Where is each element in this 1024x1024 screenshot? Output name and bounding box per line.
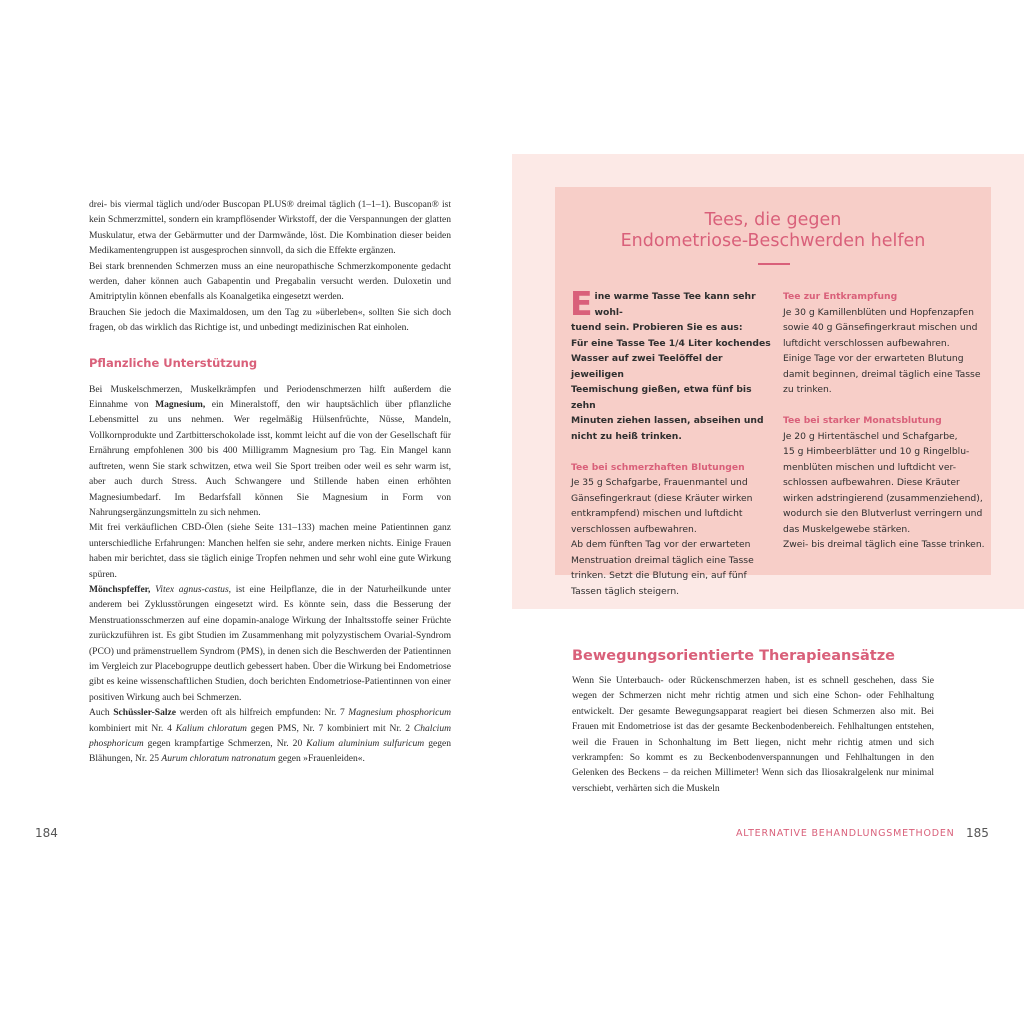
paragraph: Mit frei verkäuflichen CBD-Ölen (siehe Seite 131–133) machen meine Patientinnen ganz unterschiedliche Erfahrungen: Manchen helfen sie sehr, andere merken nichts. Einige Frauen haben mir berichtet, dass sie täglich einige Tropfen nehmen und sehr wohl eine gute Wirkung spüren. bbox=[89, 522, 451, 580]
recipe-text: Je 20 g Hirtentäschel und Schafgarbe, 15 g Himbeerblätter und 10 g Ringelblu- menblüten mischen und luftdicht ver- schlossen aufbewahren. Diese Kräuter wirken adstringierend (zusammenziehend), wodurch sie den Blutverlust verringern und das Muskelgewebe stärken. Zwei- bis dreimal täglich eine Tasse trinken. bbox=[783, 430, 985, 550]
section-heading: Bewegungsorientierte Therapieansätze bbox=[572, 648, 895, 664]
section-heading: Pflanzliche Unterstützung bbox=[89, 355, 258, 370]
recipe-text: Je 30 g Kamillenblüten und Hopfenzapfen sowie 40 g Gänsefingerkraut mischen und luftdicht verschlossen aufbewahren. Einige Tage vor der erwarteten Blutung damit beginnen, dreimal täglich eine Tasse zu trinken. bbox=[783, 306, 981, 395]
drop-cap: E bbox=[570, 284, 593, 323]
right-page-body bbox=[572, 673, 934, 796]
paragraph: Auch Schüssler-Salze werden oft als hilfreich empfunden: Nr. 7 Magnesium phosphoricum kombiniert mit Nr. 4 Kalium chloratum gegen PMS, Nr. 7 kombiniert mit Nr. 2 Chalcium phosphoricum gegen krampfartige Schmerzen, Nr. 20 Kalium aluminium sulfuricum gegen Blähungen, Nr. 25 Aurum chloratum natronatum gegen »Frauenleiden«. bbox=[89, 707, 451, 765]
paragraph: drei- bis viermal täglich und/oder Buscopan PLUS® dreimal täglich (1–1–1). Buscopan® ist kein Schmerzmittel, sondern ein krampflösender Wirkstoff, der die Verspannungen der glatten Muskulatur, etwa der Gebärmutter und der Darmwände, löst. Die Kombination dieser beiden Medikamentengruppen ist ausgesprochen sinnvoll, da sich die Effekte ergänzen. bbox=[89, 199, 451, 257]
box-column-right bbox=[783, 289, 989, 553]
paragraph: Wenn Sie Unterbauch- oder Rückenschmerzen haben, ist es schnell geschehen, dass Sie wegen der Schmerzen nicht mehr richtig atmen und sich eine Schon- oder Fehlhaltung entwickelt. Der gesamte Bewegungsapparat reagiert bei diesen Schmerzen also mit. Bei Frauen mit Endometriose ist das der gesamte Beckenbodenbereich. Fehlhaltungen entstehen, weil die Frauen in Schonhaltung im Bett liegen, nicht mehr richtig atmen und sich verkrampfen: So kommt es zu Beckenbodenverspannungen und Fehlhaltungen in den Gelenken des Beckens – da reichen Millimeter! Wenn sich das Iliosakralgelenk nur minimal verschiebt, verhärten sich die Muskeln bbox=[572, 675, 934, 794]
recipe-heading: Tee bei schmerzhaften Blutungen bbox=[571, 461, 745, 473]
box-title: Tees, die gegen Endometriose-Beschwerden helfen bbox=[620, 210, 926, 251]
box-column-left bbox=[570, 284, 777, 599]
tea-info-box bbox=[555, 187, 991, 597]
recipe-text: Je 35 g Schafgarbe, Frauenmantel und Gänsefingerkraut (diese Kräuter wirken entkrampfend) mischen und luftdicht verschlossen aufbewahren. Ab dem fünften Tag vor der erwarteten Menstruation dreimal täglich eine Tasse trinken. Setzt die Blutung ein, auf fünf Tassen täglich steigern. bbox=[571, 477, 754, 597]
paragraph: Bei Muskelschmerzen, Muskelkrämpfen und Periodenschmerzen hilft außerdem die Einnahme von Magnesium, ein Mineralstoff, den wir hauptsächlich über pflanzliche Lebensmittel zu uns nehmen. Wer regelmäßig Hülsenfrüchte, Nüsse, Mandeln, Vollkornprodukte und Zartbitterschokolade isst, kommt leicht auf die von der Gesellschaft für Ernährung empfohlenen 300 bis 400 Milligramm Magnesium pro Tag. Ein Mangel kann auftreten, wenn Sie stark schwitzen, etwa weil Sie Sport treiben oder weil es sehr warm ist, aber auch durch Stress. Auch Schwangere und Stillende haben einen erhöhten Magnesiumbedarf. Im Bedarfsfall können Sie Magnesium in Form von Nahrungsergänzungsmitteln zu sich nehmen. bbox=[89, 383, 451, 518]
box-intro: E ine warme Tasse Tee kann sehr wohl- tuend sein. Probieren Sie es aus: Für eine Tasse Tee 1/4 Liter kochendes Wasser auf zwei Teelöffel der jeweiligen Teemischung gießen, etwa fünf bis zehn Minuten ziehen lassen, abseihen und nicht zu heiß trinken. bbox=[570, 284, 771, 442]
left-page-body bbox=[89, 197, 451, 767]
paragraph: Bei stark brennenden Schmerzen muss an eine neuropathische Schmerzkomponente gedacht werden, daher können auch Gabapentin und Pregabalin versucht werden. Duloxetin und Amitriptylin können ebenfalls als Koanalgetika eingesetzt werden. bbox=[89, 260, 451, 303]
page-number-left: 184 bbox=[35, 826, 58, 840]
title-divider bbox=[758, 263, 790, 265]
paragraph: Mönchspfeffer, Vitex agnus-castus, ist eine Heilpflanze, die in der Naturheilkunde unter anderem bei Zyklusstörungen eingesetzt wird. Es könnte sein, dass die Besserung der Menstruationsschmerzen auf eine dopamin-analoge Wirkung der Inhaltsstoffe seiner Früchte zurückzuführen ist. Es gibt Studien im Zusammenhang mit polyzystischem Ovarial-Syndrom (PCO) und prämenstruellem Syndrom (PMS), in denen sich die Beschwerden der Patientinnen im Vergleich zur Placebogruppe deutlich gebessert haben. Über die Wirkung bei Endometriose gibt es keine wissenschaftlichen Studien, doch berichten Endometriose-Patientinnen von einer positiven Wirkung auch bei Schmerzen. bbox=[89, 583, 451, 703]
running-head: ALTERNATIVE BEHANDLUNGSMETHODEN bbox=[736, 828, 955, 839]
recipe-heading: Tee zur Entkrampfung bbox=[783, 291, 898, 302]
page-number-right: 185 bbox=[966, 826, 989, 840]
recipe-heading: Tee bei starker Monatsblutung bbox=[783, 415, 942, 426]
paragraph: Brauchen Sie jedoch die Maximaldosen, um den Tag zu »überleben«, sollten Sie sich doch fragen, ob das wirklich das Richtige ist, und unbedingt medizinischen Rat einholen. bbox=[89, 306, 451, 334]
